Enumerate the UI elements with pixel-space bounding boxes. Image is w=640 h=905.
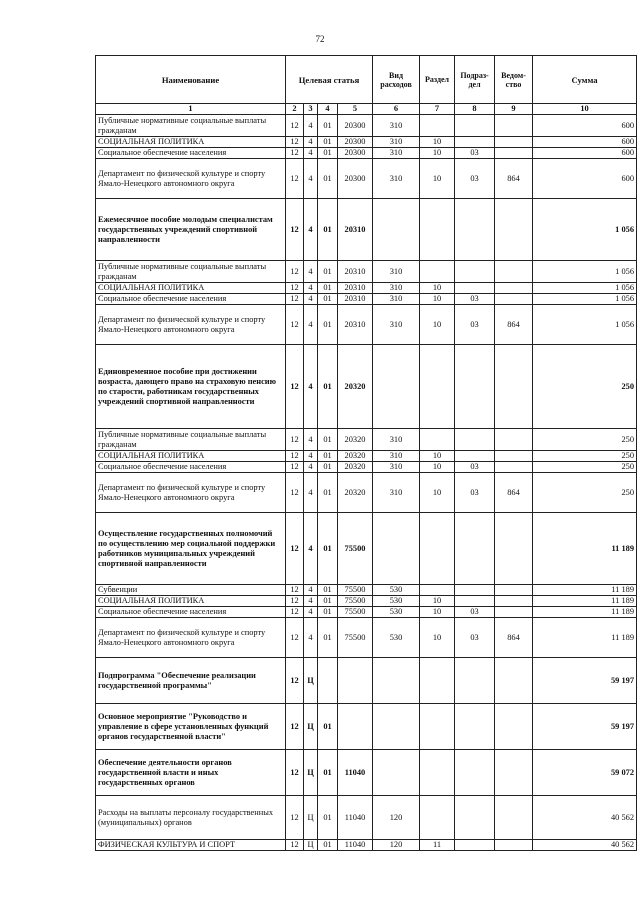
table-row bbox=[96, 451, 637, 462]
sum-amount: 250 bbox=[533, 429, 637, 451]
sum-amount: 1 056 bbox=[533, 294, 637, 305]
expense-type: 310 bbox=[373, 429, 420, 451]
department-code bbox=[495, 261, 533, 283]
subsection-code bbox=[455, 750, 495, 796]
section-code bbox=[420, 704, 455, 750]
table-row bbox=[96, 596, 637, 607]
subprogram-code: 4 bbox=[304, 473, 318, 513]
subprogram-code: 4 bbox=[304, 283, 318, 294]
row-name: Социальное обеспечение населения bbox=[96, 462, 286, 473]
activity-code: 01 bbox=[318, 429, 338, 451]
subsection-code bbox=[455, 115, 495, 137]
direction-code: 20300 bbox=[338, 159, 373, 199]
department-code bbox=[495, 148, 533, 159]
subsection-code: 03 bbox=[455, 159, 495, 199]
table-row bbox=[96, 750, 637, 796]
sum-amount: 59 197 bbox=[533, 704, 637, 750]
subprogram-code: 4 bbox=[304, 137, 318, 148]
table-row bbox=[96, 473, 637, 513]
sum-amount: 11 189 bbox=[533, 585, 637, 596]
expense-type: 530 bbox=[373, 585, 420, 596]
table-row bbox=[96, 796, 637, 840]
subprogram-code: 4 bbox=[304, 148, 318, 159]
program-code: 12 bbox=[286, 473, 304, 513]
subsection-code bbox=[455, 283, 495, 294]
subprogram-code: Ц bbox=[304, 796, 318, 840]
subprogram-code: 4 bbox=[304, 618, 318, 658]
expense-type: 310 bbox=[373, 115, 420, 137]
section-code: 10 bbox=[420, 596, 455, 607]
row-name: Основное мероприятие "Руководство и управление в сфере установленных функций органов государственной власти" bbox=[96, 704, 286, 750]
sum-amount: 59 197 bbox=[533, 658, 637, 704]
table-row bbox=[96, 148, 637, 159]
table-row bbox=[96, 585, 637, 596]
activity-code: 01 bbox=[318, 261, 338, 283]
activity-code: 01 bbox=[318, 159, 338, 199]
program-code: 12 bbox=[286, 513, 304, 585]
row-name: Расходы на выплаты персоналу государственных (муниципальных) органов bbox=[96, 796, 286, 840]
column-number-row bbox=[96, 104, 637, 115]
direction-code bbox=[338, 658, 373, 704]
section-code: 10 bbox=[420, 473, 455, 513]
subprogram-code: 4 bbox=[304, 261, 318, 283]
row-name: Департамент по физической культуре и спорту Ямало-Ненецкого автономного округа bbox=[96, 159, 286, 199]
department-code bbox=[495, 115, 533, 137]
activity-code: 01 bbox=[318, 305, 338, 345]
row-name: Департамент по физической культуре и спорту Ямало-Ненецкого автономного округа bbox=[96, 305, 286, 345]
subsection-code bbox=[455, 429, 495, 451]
expense-type: 310 bbox=[373, 159, 420, 199]
section-code: 10 bbox=[420, 294, 455, 305]
section-code bbox=[420, 658, 455, 704]
section-code: 10 bbox=[420, 607, 455, 618]
subprogram-code: 4 bbox=[304, 585, 318, 596]
activity-code: 01 bbox=[318, 462, 338, 473]
subsection-code bbox=[455, 137, 495, 148]
activity-code bbox=[318, 658, 338, 704]
direction-code: 20310 bbox=[338, 305, 373, 345]
table-row bbox=[96, 115, 637, 137]
section-code bbox=[420, 796, 455, 840]
direction-code: 20310 bbox=[338, 199, 373, 261]
program-code: 12 bbox=[286, 137, 304, 148]
department-code bbox=[495, 596, 533, 607]
program-code: 12 bbox=[286, 429, 304, 451]
subsection-code: 03 bbox=[455, 294, 495, 305]
sum-amount: 40 562 bbox=[533, 796, 637, 840]
program-code: 12 bbox=[286, 294, 304, 305]
sum-amount: 600 bbox=[533, 137, 637, 148]
activity-code: 01 bbox=[318, 137, 338, 148]
department-code bbox=[495, 585, 533, 596]
row-name: Осуществление государственных полномочий по осуществлению мер социальной поддержки работников муниципальных учреждений спортивной направленности bbox=[96, 513, 286, 585]
department-code bbox=[495, 513, 533, 585]
department-code: 864 bbox=[495, 618, 533, 658]
table-row bbox=[96, 704, 637, 750]
subsection-code bbox=[455, 345, 495, 429]
direction-code: 20310 bbox=[338, 294, 373, 305]
expense-type: 530 bbox=[373, 618, 420, 658]
row-name: Департамент по физической культуре и спорту Ямало-Ненецкого автономного округа bbox=[96, 473, 286, 513]
subprogram-code: Ц bbox=[304, 840, 318, 851]
expense-type bbox=[373, 704, 420, 750]
program-code: 12 bbox=[286, 199, 304, 261]
row-name: Ежемесячное пособие молодым специалистам государственных учреждений спортивной направленности bbox=[96, 199, 286, 261]
section-code: 10 bbox=[420, 137, 455, 148]
subprogram-code: Ц bbox=[304, 750, 318, 796]
subsection-code: 03 bbox=[455, 618, 495, 658]
header-target-article: Целевая статья bbox=[286, 56, 373, 104]
sum-amount: 1 056 bbox=[533, 261, 637, 283]
direction-code: 20320 bbox=[338, 345, 373, 429]
sum-amount: 1 056 bbox=[533, 199, 637, 261]
program-code: 12 bbox=[286, 704, 304, 750]
sum-amount: 600 bbox=[533, 115, 637, 137]
subsection-code bbox=[455, 261, 495, 283]
sum-amount: 600 bbox=[533, 159, 637, 199]
subsection-code bbox=[455, 451, 495, 462]
subsection-code: 03 bbox=[455, 305, 495, 345]
activity-code: 01 bbox=[318, 294, 338, 305]
expense-type: 310 bbox=[373, 305, 420, 345]
program-code: 12 bbox=[286, 607, 304, 618]
row-name: СОЦИАЛЬНАЯ ПОЛИТИКА bbox=[96, 283, 286, 294]
program-code: 12 bbox=[286, 585, 304, 596]
program-code: 12 bbox=[286, 451, 304, 462]
sum-amount: 250 bbox=[533, 345, 637, 429]
activity-code: 01 bbox=[318, 513, 338, 585]
program-code: 12 bbox=[286, 796, 304, 840]
activity-code: 01 bbox=[318, 618, 338, 658]
program-code: 12 bbox=[286, 840, 304, 851]
activity-code: 01 bbox=[318, 148, 338, 159]
direction-code: 11040 bbox=[338, 796, 373, 840]
table-header-row bbox=[96, 56, 637, 104]
department-code bbox=[495, 796, 533, 840]
column-number: 4 bbox=[318, 104, 338, 115]
direction-code: 11040 bbox=[338, 840, 373, 851]
section-code: 11 bbox=[420, 840, 455, 851]
subprogram-code: 4 bbox=[304, 159, 318, 199]
expense-type: 310 bbox=[373, 451, 420, 462]
sum-amount: 11 189 bbox=[533, 513, 637, 585]
section-code bbox=[420, 750, 455, 796]
sum-amount: 250 bbox=[533, 473, 637, 513]
row-name: СОЦИАЛЬНАЯ ПОЛИТИКА bbox=[96, 137, 286, 148]
direction-code: 75500 bbox=[338, 513, 373, 585]
subprogram-code: 4 bbox=[304, 513, 318, 585]
expense-type: 310 bbox=[373, 283, 420, 294]
row-name: Департамент по физической культуре и спорту Ямало-Ненецкого автономного округа bbox=[96, 618, 286, 658]
section-code bbox=[420, 513, 455, 585]
direction-code: 20320 bbox=[338, 429, 373, 451]
sum-amount: 11 189 bbox=[533, 618, 637, 658]
department-code bbox=[495, 199, 533, 261]
section-code: 10 bbox=[420, 283, 455, 294]
expense-type: 310 bbox=[373, 294, 420, 305]
column-number: 2 bbox=[286, 104, 304, 115]
subsection-code: 03 bbox=[455, 148, 495, 159]
section-code: 10 bbox=[420, 159, 455, 199]
header-name: Наименование bbox=[96, 56, 286, 104]
program-code: 12 bbox=[286, 305, 304, 345]
row-name: ФИЗИЧЕСКАЯ КУЛЬТУРА И СПОРТ bbox=[96, 840, 286, 851]
table-row bbox=[96, 199, 637, 261]
column-number: 10 bbox=[533, 104, 637, 115]
table-row bbox=[96, 513, 637, 585]
header-section: Раздел bbox=[420, 56, 455, 104]
table-row bbox=[96, 294, 637, 305]
sum-amount: 11 189 bbox=[533, 596, 637, 607]
table-row bbox=[96, 429, 637, 451]
direction-code: 20310 bbox=[338, 261, 373, 283]
program-code: 12 bbox=[286, 750, 304, 796]
sum-amount: 250 bbox=[533, 462, 637, 473]
row-name: Социальное обеспечение населения bbox=[96, 607, 286, 618]
section-code bbox=[420, 261, 455, 283]
program-code: 12 bbox=[286, 283, 304, 294]
header-expense-type: Вид расходов bbox=[373, 56, 420, 104]
department-code bbox=[495, 704, 533, 750]
table-row bbox=[96, 607, 637, 618]
subprogram-code: 4 bbox=[304, 607, 318, 618]
direction-code: 20300 bbox=[338, 115, 373, 137]
department-code bbox=[495, 607, 533, 618]
subsection-code bbox=[455, 513, 495, 585]
subprogram-code: 4 bbox=[304, 429, 318, 451]
subsection-code bbox=[455, 704, 495, 750]
direction-code: 20300 bbox=[338, 137, 373, 148]
column-number: 9 bbox=[495, 104, 533, 115]
header-subsection: Подраз-дел bbox=[455, 56, 495, 104]
department-code bbox=[495, 462, 533, 473]
activity-code: 01 bbox=[318, 750, 338, 796]
table-row bbox=[96, 618, 637, 658]
department-code bbox=[495, 283, 533, 294]
department-code: 864 bbox=[495, 159, 533, 199]
direction-code: 75500 bbox=[338, 585, 373, 596]
row-name: СОЦИАЛЬНАЯ ПОЛИТИКА bbox=[96, 596, 286, 607]
table-row bbox=[96, 261, 637, 283]
section-code bbox=[420, 585, 455, 596]
expense-type: 310 bbox=[373, 473, 420, 513]
expense-type: 310 bbox=[373, 261, 420, 283]
expense-type bbox=[373, 658, 420, 704]
subsection-code bbox=[455, 596, 495, 607]
row-name: Субвенции bbox=[96, 585, 286, 596]
activity-code: 01 bbox=[318, 704, 338, 750]
program-code: 12 bbox=[286, 115, 304, 137]
activity-code: 01 bbox=[318, 283, 338, 294]
department-code bbox=[495, 345, 533, 429]
program-code: 12 bbox=[286, 345, 304, 429]
direction-code: 20300 bbox=[338, 148, 373, 159]
section-code: 10 bbox=[420, 451, 455, 462]
subprogram-code: 4 bbox=[304, 115, 318, 137]
department-code: 864 bbox=[495, 305, 533, 345]
activity-code: 01 bbox=[318, 199, 338, 261]
column-number: 5 bbox=[338, 104, 373, 115]
column-number: 8 bbox=[455, 104, 495, 115]
subprogram-code: 4 bbox=[304, 451, 318, 462]
program-code: 12 bbox=[286, 618, 304, 658]
sum-amount: 59 072 bbox=[533, 750, 637, 796]
subprogram-code: Ц bbox=[304, 704, 318, 750]
table-row bbox=[96, 159, 637, 199]
direction-code: 75500 bbox=[338, 607, 373, 618]
sum-amount: 250 bbox=[533, 451, 637, 462]
section-code bbox=[420, 199, 455, 261]
header-department: Ведом-ство bbox=[495, 56, 533, 104]
department-code bbox=[495, 429, 533, 451]
subsection-code: 03 bbox=[455, 462, 495, 473]
table-row bbox=[96, 345, 637, 429]
row-name: Подпрограмма "Обеспечение реализации государственной программы" bbox=[96, 658, 286, 704]
subsection-code bbox=[455, 796, 495, 840]
expense-type bbox=[373, 199, 420, 261]
table-row bbox=[96, 840, 637, 851]
subprogram-code: 4 bbox=[304, 294, 318, 305]
subprogram-code: 4 bbox=[304, 199, 318, 261]
table-row bbox=[96, 305, 637, 345]
budget-table bbox=[95, 55, 637, 851]
row-name: Публичные нормативные социальные выплаты гражданам bbox=[96, 115, 286, 137]
department-code bbox=[495, 451, 533, 462]
table-body bbox=[96, 115, 637, 851]
expense-type: 310 bbox=[373, 148, 420, 159]
activity-code: 01 bbox=[318, 796, 338, 840]
subprogram-code: 4 bbox=[304, 305, 318, 345]
subsection-code bbox=[455, 840, 495, 851]
column-number: 1 bbox=[96, 104, 286, 115]
program-code: 12 bbox=[286, 148, 304, 159]
sum-amount: 11 189 bbox=[533, 607, 637, 618]
department-code bbox=[495, 840, 533, 851]
column-number: 3 bbox=[304, 104, 318, 115]
sum-amount: 1 056 bbox=[533, 283, 637, 294]
activity-code: 01 bbox=[318, 451, 338, 462]
direction-code bbox=[338, 704, 373, 750]
program-code: 12 bbox=[286, 658, 304, 704]
activity-code: 01 bbox=[318, 585, 338, 596]
section-code bbox=[420, 429, 455, 451]
header-sum: Сумма bbox=[533, 56, 637, 104]
sum-amount: 40 562 bbox=[533, 840, 637, 851]
activity-code: 01 bbox=[318, 115, 338, 137]
expense-type: 310 bbox=[373, 462, 420, 473]
activity-code: 01 bbox=[318, 840, 338, 851]
section-code bbox=[420, 345, 455, 429]
expense-type: 310 bbox=[373, 137, 420, 148]
section-code: 10 bbox=[420, 618, 455, 658]
expense-type: 530 bbox=[373, 596, 420, 607]
direction-code: 75500 bbox=[338, 618, 373, 658]
subprogram-code: 4 bbox=[304, 596, 318, 607]
page-number: 72 bbox=[315, 34, 325, 44]
subsection-code bbox=[455, 585, 495, 596]
table-row bbox=[96, 137, 637, 148]
subsection-code: 03 bbox=[455, 607, 495, 618]
row-name: Публичные нормативные социальные выплаты гражданам bbox=[96, 429, 286, 451]
subprogram-code: Ц bbox=[304, 658, 318, 704]
activity-code: 01 bbox=[318, 596, 338, 607]
direction-code: 20320 bbox=[338, 451, 373, 462]
department-code bbox=[495, 658, 533, 704]
department-code bbox=[495, 294, 533, 305]
section-code: 10 bbox=[420, 148, 455, 159]
direction-code: 20310 bbox=[338, 283, 373, 294]
row-name: СОЦИАЛЬНАЯ ПОЛИТИКА bbox=[96, 451, 286, 462]
sum-amount: 1 056 bbox=[533, 305, 637, 345]
activity-code: 01 bbox=[318, 345, 338, 429]
subsection-code bbox=[455, 199, 495, 261]
subsection-code: 03 bbox=[455, 473, 495, 513]
program-code: 12 bbox=[286, 261, 304, 283]
row-name: Публичные нормативные социальные выплаты гражданам bbox=[96, 261, 286, 283]
row-name: Социальное обеспечение населения bbox=[96, 294, 286, 305]
department-code bbox=[495, 137, 533, 148]
expense-type bbox=[373, 345, 420, 429]
direction-code: 20320 bbox=[338, 462, 373, 473]
program-code: 12 bbox=[286, 462, 304, 473]
expense-type: 530 bbox=[373, 607, 420, 618]
column-number: 7 bbox=[420, 104, 455, 115]
column-number: 6 bbox=[373, 104, 420, 115]
row-name: Обеспечение деятельности органов государственной власти и иных государственных органов bbox=[96, 750, 286, 796]
program-code: 12 bbox=[286, 596, 304, 607]
direction-code: 20320 bbox=[338, 473, 373, 513]
activity-code: 01 bbox=[318, 473, 338, 513]
direction-code: 75500 bbox=[338, 596, 373, 607]
subprogram-code: 4 bbox=[304, 462, 318, 473]
row-name: Единовременное пособие при достижении возраста, дающего право на страховую пенсию по старости, работникам государственных учреждений спортивной направленности bbox=[96, 345, 286, 429]
subsection-code bbox=[455, 658, 495, 704]
section-code: 10 bbox=[420, 305, 455, 345]
expense-type bbox=[373, 750, 420, 796]
expense-type: 120 bbox=[373, 796, 420, 840]
section-code bbox=[420, 115, 455, 137]
row-name: Социальное обеспечение населения bbox=[96, 148, 286, 159]
direction-code: 11040 bbox=[338, 750, 373, 796]
section-code: 10 bbox=[420, 462, 455, 473]
department-code bbox=[495, 750, 533, 796]
sum-amount: 600 bbox=[533, 148, 637, 159]
table-row bbox=[96, 658, 637, 704]
expense-type bbox=[373, 513, 420, 585]
table-row bbox=[96, 283, 637, 294]
expense-type: 120 bbox=[373, 840, 420, 851]
program-code: 12 bbox=[286, 159, 304, 199]
subprogram-code: 4 bbox=[304, 345, 318, 429]
department-code: 864 bbox=[495, 473, 533, 513]
activity-code: 01 bbox=[318, 607, 338, 618]
table-row bbox=[96, 462, 637, 473]
